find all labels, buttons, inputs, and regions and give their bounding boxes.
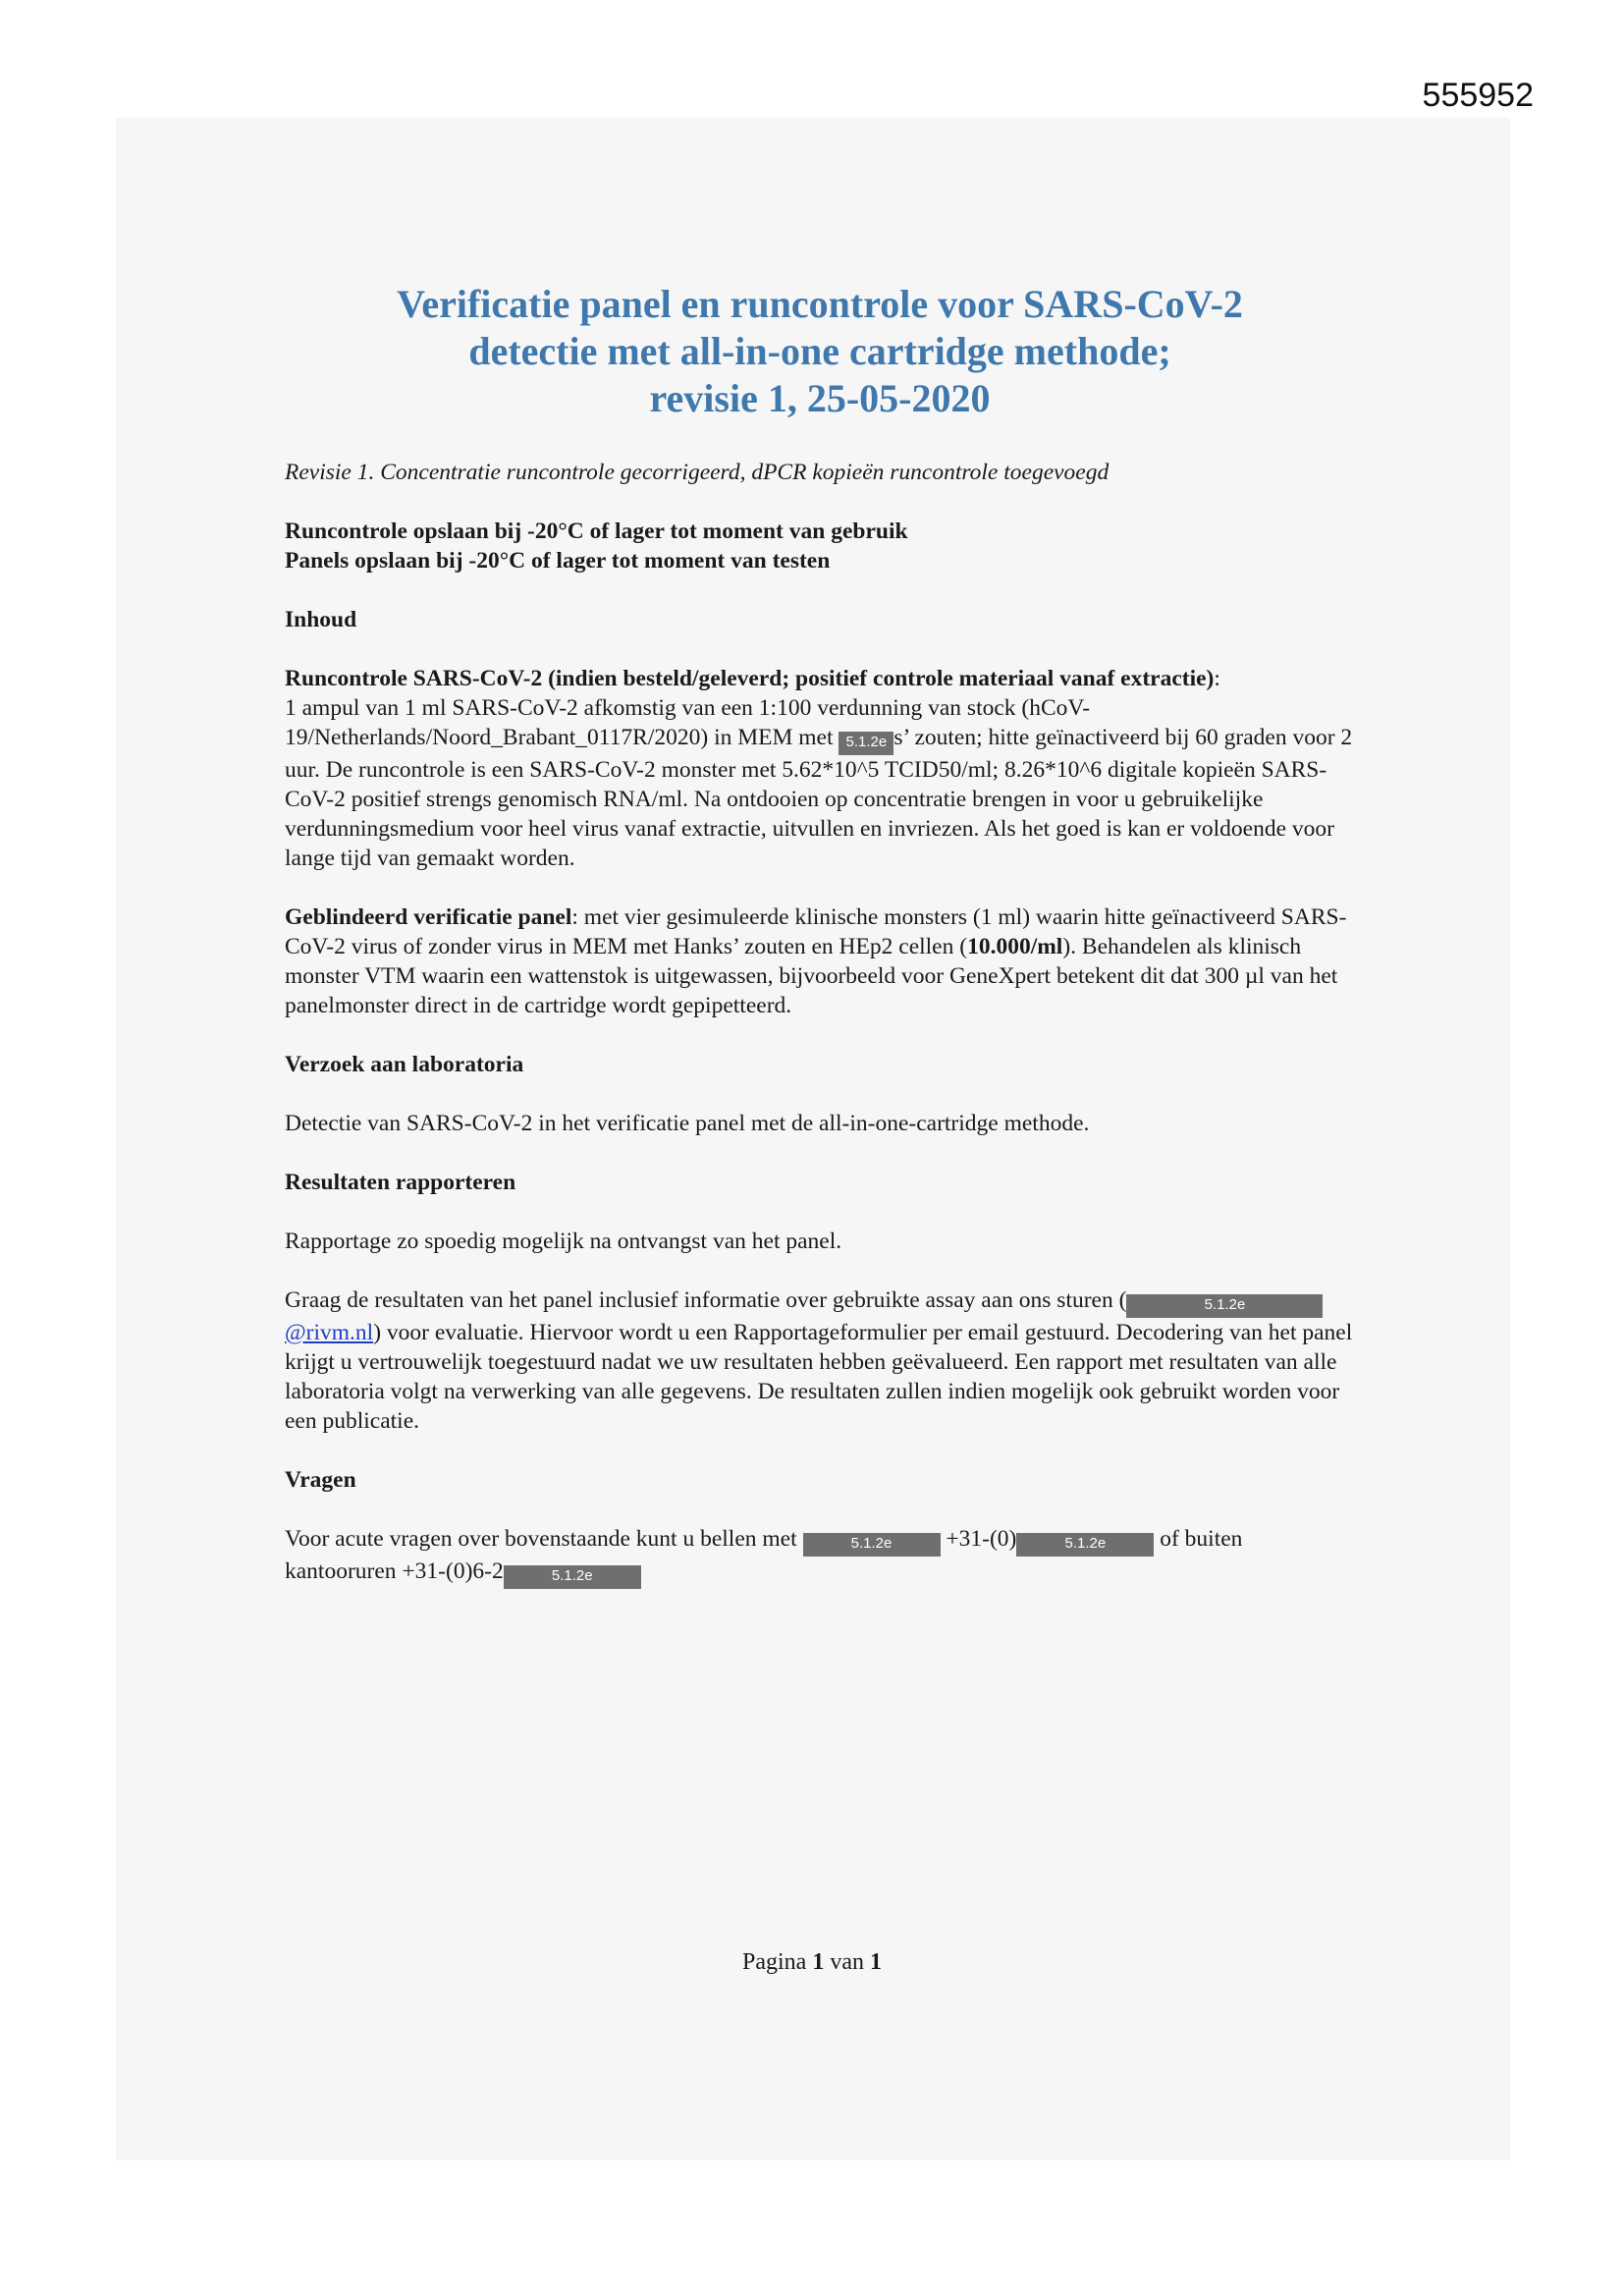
storage-instructions [285, 517, 1355, 575]
request-text: Detectie van SARS-CoV-2 in het verificatie panel met de all-in-one-cartridge methode. [285, 1111, 1090, 1136]
redaction-box: 5.1.2e [1126, 1294, 1323, 1318]
footer-middle: van [824, 1949, 870, 1975]
title-line-2: detectie met all-in-one cartridge methode; [468, 329, 1171, 373]
runcontrol-label: Runcontrole SARS-CoV-2 (indien besteld/geleverd; positief controle materiaal vanaf extractie) [285, 666, 1215, 691]
document-body [285, 281, 1355, 1618]
questions-text-b: +31-(0) [940, 1526, 1017, 1552]
results-heading: Resultaten rapporteren [285, 1170, 516, 1195]
panel-cell-count: 10.000/ml [967, 934, 1063, 959]
panel-paragraph [285, 902, 1355, 1020]
runcontrol-text-a: 1 ampul van 1 ml SARS-CoV-2 afkomstig van een 1:100 verdunning van stock (hCoV-19/Netherlands/Noord_Brabant_0117R/2020) in MEM met [285, 695, 1091, 750]
questions-heading: Vragen [285, 1467, 356, 1493]
runcontrol-paragraph [285, 664, 1355, 873]
revision-note: Revisie 1. Concentratie runcontrole gecorrigeerd, dPCR kopieën runcontrole toegevoegd [285, 460, 1110, 485]
results-text-2b: ) voor evaluatie. Hiervoor wordt u een Rapportageformulier per email gestuurd. Decodering van het panel krijgt u vertrouwelijk toegestuurd nadat we uw resultaten hebben geëvalueerd. Een rapport met resultaten van alle laboratoria volgt na verwerking van alle gegevens. De resultaten zullen indien mogelijk ook gebruikt worden voor een publicatie. [285, 1320, 1353, 1434]
page-footer [0, 1949, 1624, 1976]
footer-total-pages: 1 [869, 1949, 882, 1975]
storage-panels: Panels opslaan bij -20°C of lager tot moment van testen [285, 548, 831, 574]
document-title [285, 281, 1355, 422]
results-text-1: Rapportage zo spoedig mogelijk na ontvangst van het panel. [285, 1229, 842, 1254]
storage-runcontrol: Runcontrole opslaan bij -20°C of lager tot moment van gebruik [285, 519, 908, 544]
panel-label: Geblindeerd verificatie panel [285, 904, 572, 930]
footer-current-page: 1 [812, 1949, 825, 1975]
panel-text-a: : met vier gesimuleerde klinische monsters (1 ml) waarin hitte geïnactiveerd SARS-CoV-2 virus of zonder virus in MEM met Hanks’ zouten en HEp2 cellen ( [285, 904, 1347, 959]
redaction-box: 5.1.2e [1016, 1533, 1154, 1557]
runcontrol-text-b: s’ zouten; hitte geïnactiveerd bij 60 graden voor 2 uur. De runcontrole is een SARS-CoV-2 monster met 5.62*10^5 TCID50/ml; 8.26*10^6 digitale kopieën SARS-CoV-2 positief strengs genomisch RNA/ml. Na ontdooien op concentratie brengen in voor u gebruikelijke verdunningsmedium voor heel virus vanaf extractie, uitvullen en invriezen. Als het goed is kan er voldoende voor lange tijd van gemaakt worden. [285, 725, 1353, 871]
questions-paragraph [285, 1524, 1355, 1589]
redaction-box: 5.1.2e [839, 732, 893, 755]
request-heading: Verzoek aan laboratoria [285, 1052, 524, 1077]
title-line-3: revisie 1, 25-05-2020 [649, 376, 991, 420]
footer-prefix: Pagina [742, 1949, 813, 1975]
results-paragraph-2 [285, 1285, 1355, 1436]
redaction-box: 5.1.2e [504, 1565, 641, 1589]
title-line-1: Verificatie panel en runcontrole voor SARS-CoV-2 [397, 282, 1243, 326]
questions-text-a: Voor acute vragen over bovenstaande kunt u bellen met [285, 1526, 803, 1552]
contents-heading: Inhoud [285, 607, 357, 632]
redaction-box: 5.1.2e [803, 1533, 941, 1557]
questions-text-c: of buiten kantooruren +31-(0)6-2 [285, 1526, 1243, 1584]
runcontrol-colon: : [1214, 666, 1220, 691]
panel-text-b: ). Behandelen als klinisch monster VTM waarin een wattenstok is uitgewassen, bijvoorbeeld voor GeneXpert betekent dit dat 300 µl van het panelmonster direct in de cartridge wordt gepipetteerd. [285, 934, 1338, 1018]
results-text-2a: Graag de resultaten van het panel inclusief informatie over gebruikte assay aan ons sturen ( [285, 1287, 1127, 1313]
email-domain: @rivm.nl [285, 1320, 374, 1345]
document-number: 555952 [1422, 77, 1534, 114]
